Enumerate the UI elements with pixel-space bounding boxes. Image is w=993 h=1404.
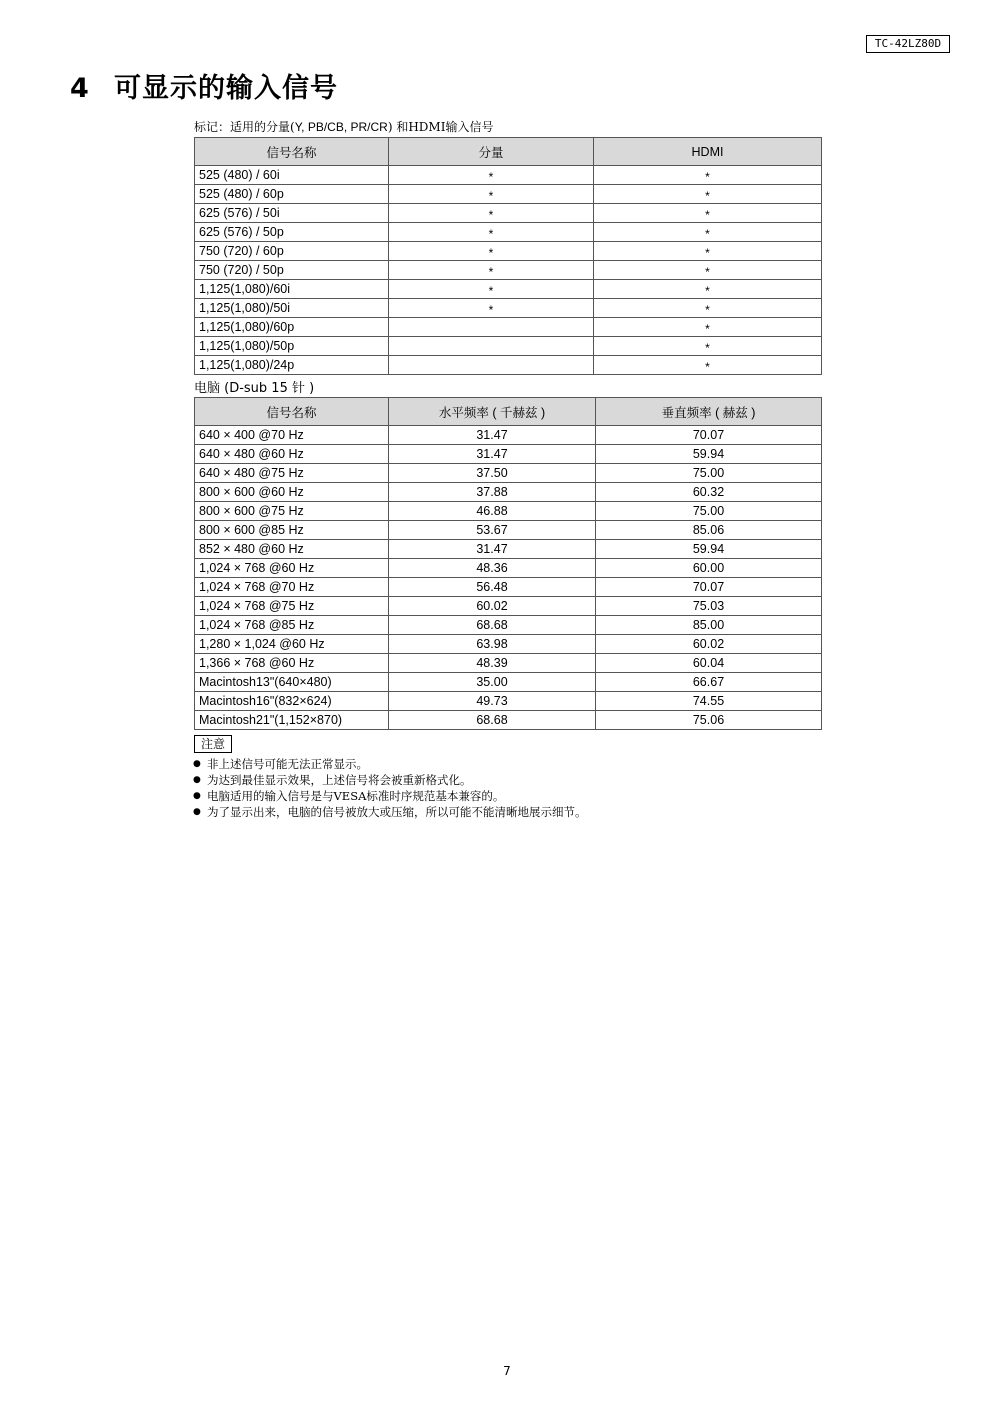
bullet-icon: ● [193,807,201,817]
note-item [193,772,587,788]
table-row [195,445,822,464]
signal-name: 1,125(1,080)/50p [195,337,389,356]
signal-name: 1,125(1,080)/24p [195,356,389,375]
table-row [195,673,822,692]
header-hdmi: HDMI [594,138,822,166]
component-mark: * [389,166,594,185]
bullet-icon: ● [193,759,201,769]
section-number: 4 [70,73,90,104]
table-row [195,185,822,204]
horizontal-frequency: 68.68 [389,616,596,635]
table-row [195,318,822,337]
note-text: 电脑适用的输入信号是与VESA标准时序规范基本兼容的。 [207,789,505,803]
horizontal-frequency: 48.36 [389,559,596,578]
table-row [195,261,822,280]
signal-name: 525 (480) / 60p [195,185,389,204]
horizontal-frequency: 31.47 [389,540,596,559]
table-row [195,540,822,559]
vertical-frequency: 75.00 [596,502,822,521]
signal-name: 852 × 480 @60 Hz [195,540,389,559]
component-mark: * [389,261,594,280]
vertical-frequency: 60.04 [596,654,822,673]
table-row [195,280,822,299]
vertical-frequency: 75.03 [596,597,822,616]
pc-section-title: 电脑 (D-sub 15 针 ) [194,381,315,396]
vertical-frequency: 60.02 [596,635,822,654]
signal-table-header [195,138,822,166]
vertical-frequency: 74.55 [596,692,822,711]
vertical-frequency: 66.67 [596,673,822,692]
signal-table-caption [194,118,493,135]
signal-name: 1,125(1,080)/60p [195,318,389,337]
note-text: 为达到最佳显示效果，上述信号将会被重新格式化。 [207,773,472,787]
note-item [193,804,587,820]
table-row [195,464,822,483]
notes-label: 注意 [194,735,232,753]
section-title [70,66,338,105]
horizontal-frequency: 60.02 [389,597,596,616]
table-row [195,711,822,730]
horizontal-frequency: 31.47 [389,445,596,464]
note-text: 为了显示出来，电脑的信号被放大或压缩，所以可能不能清晰地展示细节。 [207,805,587,819]
horizontal-frequency: 49.73 [389,692,596,711]
horizontal-frequency: 31.47 [389,426,596,445]
hdmi-mark: * [594,280,822,299]
horizontal-frequency: 53.67 [389,521,596,540]
header-signal-name: 信号名称 [195,398,389,426]
caption-prefix: 标记：适用的分量( [194,120,295,134]
signal-name: 1,280 × 1,024 @60 Hz [195,635,389,654]
hdmi-mark: * [594,318,822,337]
table-row [195,502,822,521]
component-mark: * [389,280,594,299]
vertical-frequency: 60.32 [596,483,822,502]
component-mark: * [389,242,594,261]
table-row [195,616,822,635]
hdmi-mark: * [594,299,822,318]
table-row [195,204,822,223]
signal-name: 1,024 × 768 @60 Hz [195,559,389,578]
signal-name: Macintosh16"(832×624) [195,692,389,711]
table-row [195,166,822,185]
component-mark: * [389,299,594,318]
table-row [195,337,822,356]
signal-name: 1,366 × 768 @60 Hz [195,654,389,673]
hdmi-mark: * [594,185,822,204]
component-mark: * [389,185,594,204]
signal-name: 1,125(1,080)/60i [195,280,389,299]
signal-name: 1,024 × 768 @70 Hz [195,578,389,597]
pc-table-header [195,398,822,426]
table-row [195,521,822,540]
notes-list [193,756,587,820]
vertical-frequency: 85.06 [596,521,822,540]
signal-name: 625 (576) / 50i [195,204,389,223]
hdmi-mark: * [594,204,822,223]
model-number-box: TC-42LZ80D [866,35,950,53]
table-row [195,356,822,375]
table-row [195,299,822,318]
signal-name: 640 × 480 @60 Hz [195,445,389,464]
horizontal-frequency: 68.68 [389,711,596,730]
signal-name: 625 (576) / 50p [195,223,389,242]
hdmi-mark: * [594,261,822,280]
header-signal-name: 信号名称 [195,138,389,166]
table-row [195,242,822,261]
table-row [195,483,822,502]
horizontal-frequency: 48.39 [389,654,596,673]
horizontal-frequency: 56.48 [389,578,596,597]
header-horizontal-frequency: 水平频率 ( 千赫兹 ) [389,398,596,426]
signal-name: 640 × 400 @70 Hz [195,426,389,445]
hdmi-mark: * [594,356,822,375]
signal-name: Macintosh13"(640×480) [195,673,389,692]
signal-name: 525 (480) / 60i [195,166,389,185]
horizontal-frequency: 37.88 [389,483,596,502]
caption-suffix: ) 和HDMI输入信号 [387,120,494,134]
table-row [195,559,822,578]
vertical-frequency: 75.00 [596,464,822,483]
signal-name: 800 × 600 @60 Hz [195,483,389,502]
horizontal-frequency: 37.50 [389,464,596,483]
vertical-frequency: 85.00 [596,616,822,635]
header-component: 分量 [389,138,594,166]
hdmi-mark: * [594,223,822,242]
component-mark [389,337,594,356]
vertical-frequency: 75.06 [596,711,822,730]
signal-name: 800 × 600 @85 Hz [195,521,389,540]
vertical-frequency: 70.07 [596,578,822,597]
vertical-frequency: 60.00 [596,559,822,578]
table-row [195,635,822,654]
signal-name: 640 × 480 @75 Hz [195,464,389,483]
vertical-frequency: 59.94 [596,540,822,559]
section-title-text: 可显示的输入信号 [114,73,338,104]
horizontal-frequency: 63.98 [389,635,596,654]
header-vertical-frequency: 垂直频率 ( 赫兹 ) [596,398,822,426]
table-row [195,654,822,673]
table-row [195,597,822,616]
vertical-frequency: 59.94 [596,445,822,464]
horizontal-frequency: 35.00 [389,673,596,692]
pc-signal-table [194,397,822,730]
signal-name: Macintosh21"(1,152×870) [195,711,389,730]
bullet-icon: ● [193,791,201,801]
signal-name: 1,024 × 768 @85 Hz [195,616,389,635]
table-row [195,426,822,445]
note-item [193,788,587,804]
table-row [195,578,822,597]
vertical-frequency: 70.07 [596,426,822,445]
bullet-icon: ● [193,775,201,785]
note-text: 非上述信号可能无法正常显示。 [207,757,368,771]
component-mark: * [389,204,594,223]
hdmi-mark: * [594,337,822,356]
signal-table [194,137,822,375]
signal-name: 1,125(1,080)/50i [195,299,389,318]
caption-signals: Y, PB/CB, PR/CR [294,120,388,134]
hdmi-mark: * [594,166,822,185]
table-row [195,692,822,711]
signal-name: 750 (720) / 60p [195,242,389,261]
component-mark [389,318,594,337]
hdmi-mark: * [594,242,822,261]
component-mark: * [389,223,594,242]
signal-name: 750 (720) / 50p [195,261,389,280]
signal-name: 1,024 × 768 @75 Hz [195,597,389,616]
signal-name: 800 × 600 @75 Hz [195,502,389,521]
component-mark [389,356,594,375]
horizontal-frequency: 46.88 [389,502,596,521]
page-number: 7 [503,1364,511,1378]
table-row [195,223,822,242]
note-item [193,756,587,772]
